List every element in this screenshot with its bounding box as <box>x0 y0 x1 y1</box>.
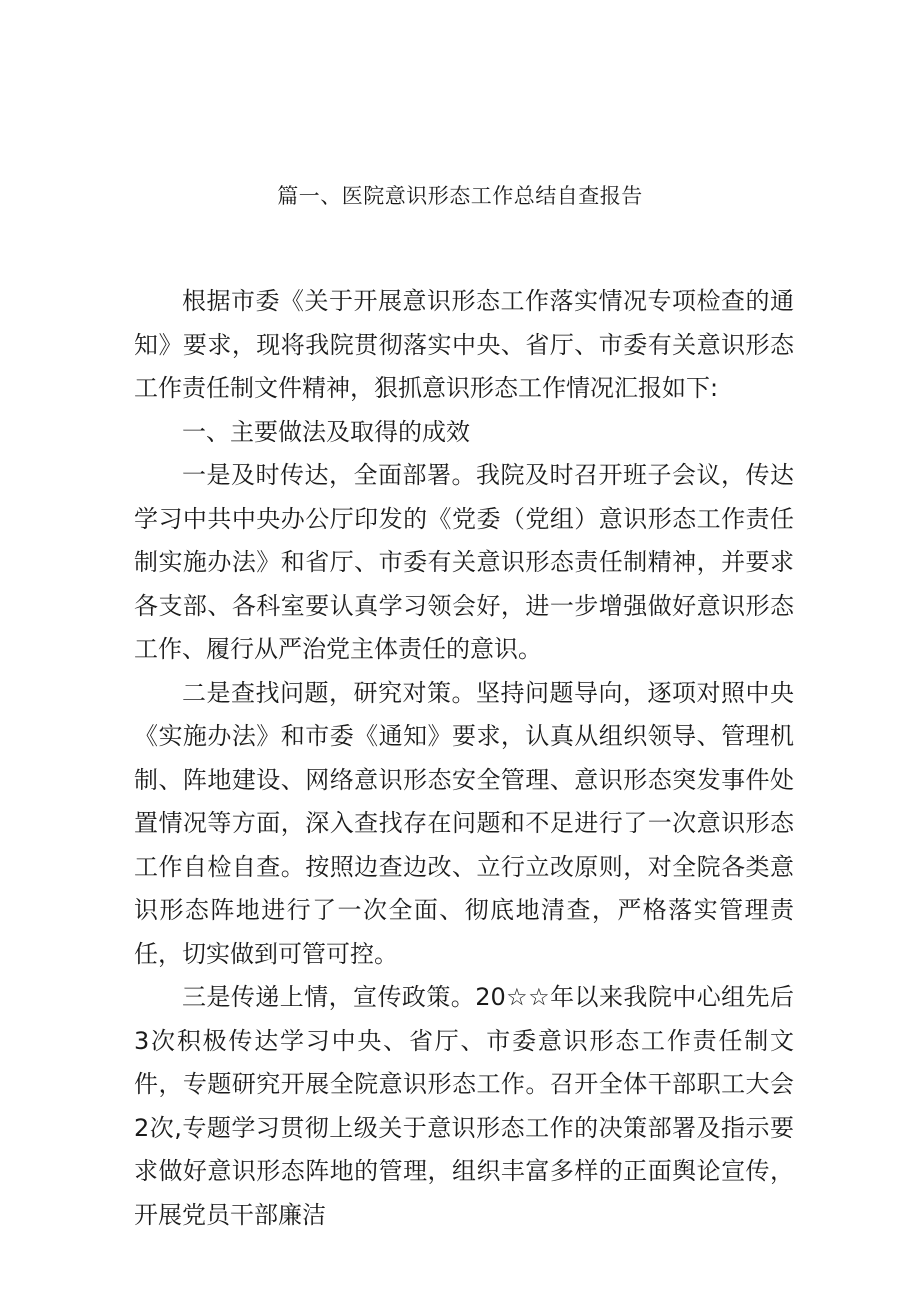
section-heading: 一、主要做法及取得的成效 <box>182 417 470 446</box>
document-title: 篇一、医院意识形态工作总结自查报告 <box>277 184 643 208</box>
document-body <box>134 280 794 1237</box>
paragraph-item-3: 三是传递上情，宣传政策。20☆☆年以来我院中心组先后3次积极传达学习中央、省厅、市委意识形态工作责任制文件，专题研究开展全院意识形态工作。召开全体干部职工大会2次,专题学习贯彻上级关于意识形态工作的决策部署及指示要求做好意识形态阵地的管理，组织丰富多样的正面舆论宣传，开展党员干部廉洁 <box>134 983 794 1229</box>
paragraph-intro: 根据市委《关于开展意识形态工作落实情况专项检查的通知》要求，现将我院贯彻落实中央、省厅、市委有关意识形态工作责任制文件精神，狠抓意识形态工作情况汇报如下: <box>134 287 794 402</box>
paragraph-item-2: 二是查找问题，研究对策。坚持问题导向，逐项对照中央《实施办法》和市委《通知》要求，认真从组织领导、管理机制、阵地建设、网络意识形态安全管理、意识形态突发事件处置情况等方面，深入查找存在问题和不足进行了一次意识形态工作自检自查。按照边查边改、立行立改原则，对全院各类意识形态阵地进行了一次全面、彻底地清查，严格落实管理责任，切实做到可管可控。 <box>134 678 794 968</box>
paragraph-item-1: 一是及时传达，全面部署。我院及时召开班子会议，传达学习中共中央办公厅印发的《党委（党组）意识形态工作责任制实施办法》和省厅、市委有关意识形态责任制精神，并要求各支部、各科室要认真学习领会好，进一步增强做好意识形态工作、履行从严治党主体责任的意识。 <box>134 461 794 663</box>
